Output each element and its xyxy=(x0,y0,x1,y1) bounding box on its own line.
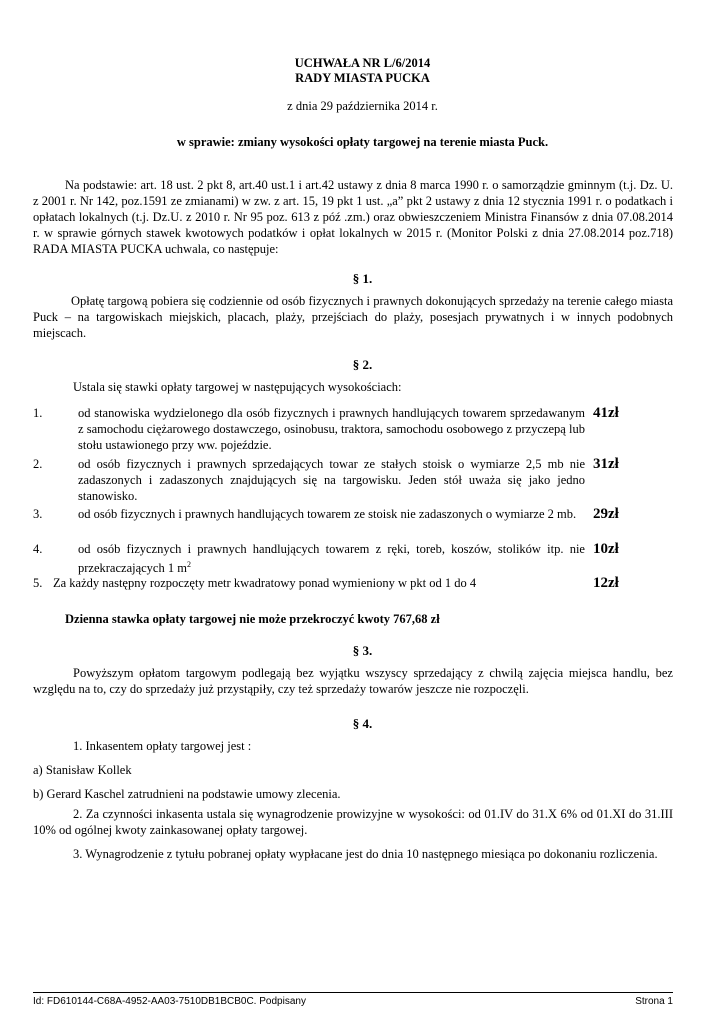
preamble: Na podstawie: art. 18 ust. 2 pkt 8, art.40 ust.1 i art.42 ustawy z dnia 8 marca 1990 r. o samorządzie gminnym (t.j. Dz. U. z 2001 r. Nr 142, poz.1591 ze zmianami) w zw. z art. 15, 19 pkt 1 ust. „a” pkt 2 ustawy z dnia 12 stycznia 1991 r. o podatkach i opłatach lokalnych (t.j. Dz.U. z 2010 r. Nr 95 poz. 613 z póź .zm.) oraz obwieszczeniem Ministra Finansów z dnia 07.08.2014 r. w sprawie górnych stawek kwotowych podatków i opłat lokalnych w 2015 r. (Monitor Polski z dnia 27.08.2014 poz.718) RADA MIASTA PUCKA uchwala, co następuje: xyxy=(33,178,673,256)
document-id: Id: FD610144-C68A-4952-AA03-7510DB1BCB0C. Podpisany xyxy=(33,996,306,1007)
resolution-subject: w sprawie: zmiany wysokości opłaty targowej na terenie miasta Puck. xyxy=(176,135,549,149)
rate-item xyxy=(33,506,673,538)
item-rate: 12zł xyxy=(593,575,619,591)
resolution-title: UCHWAŁA NR L/6/2014 xyxy=(294,56,431,70)
section-1-heading: § 1. xyxy=(352,271,373,286)
rate-item xyxy=(33,456,673,504)
item-rate: 41zł xyxy=(593,405,619,421)
section-2-intro: Ustala się stawki opłaty targowej w następujących wysokościach: xyxy=(73,380,402,394)
item-number: 3. xyxy=(33,507,43,521)
item-rate: 29zł xyxy=(593,506,619,522)
footer-divider xyxy=(33,992,673,993)
page-number: Strona 1 xyxy=(635,996,673,1007)
section-4-point-1: 1. Inkasentem opłaty targowej jest : xyxy=(73,739,252,753)
section-1-text: Opłatę targową pobiera się codziennie od osób fizycznych i prawnych dokonujących sprzedaży na terenie całego miasta Puck – na targowiskach miejskich, placach, plaży, przejściach do plaży, posesjach prywatnych i w innych podobnych miejscach. xyxy=(33,294,673,340)
daily-maximum-rate: Dzienna stawka opłaty targowej nie może przekroczyć kwoty 767,68 zł xyxy=(65,612,440,626)
section-3-text: Powyższym opłatom targowym podlegają bez wyjątku wszyscy sprzedający z chwilą zajęcia miejsca handlu, bez względu na to, czy do sprzedaży już przystąpiły, czy też sprzedaży towarów jeszcze nie rozpoczęli. xyxy=(33,666,673,696)
item-text xyxy=(78,541,585,576)
rate-item xyxy=(33,541,673,576)
rate-item xyxy=(33,405,673,453)
collector-a: a) Stanisław Kollek xyxy=(33,763,132,777)
item-number: 4. xyxy=(33,542,43,556)
item-text: od stanowiska wydzielonego dla osób fizycznych i prawnych handlujących towarem sprzedawanym z samochodu ciężarowego dostawczego, osinobusu, traktora, samochodu osobowego z przyczepą lub stołu ustawionego przy ww. pojeździe. xyxy=(78,406,585,452)
item-text: Za każdy następny rozpoczęty metr kwadratowy ponad wymieniony w pkt od 1 do 4 xyxy=(53,576,477,590)
item-rate: 31zł xyxy=(593,456,619,472)
council-name: RADY MIASTA PUCKA xyxy=(295,71,430,85)
item-text-superscript: 2 xyxy=(186,560,191,569)
section-3-heading: § 3. xyxy=(352,643,373,658)
item-number: 5. xyxy=(33,576,43,590)
item-number: 2. xyxy=(33,457,43,471)
item-text-body: od osób fizycznych i prawnych handlujących towarem z ręki, toreb, koszów, stolików itp. nie przekraczających 1 m xyxy=(78,542,585,576)
section-2-heading: § 2. xyxy=(352,357,373,372)
resolution-date: z dnia 29 października 2014 r. xyxy=(287,99,438,113)
item-number: 1. xyxy=(33,406,43,420)
section-4-heading: § 4. xyxy=(352,716,373,731)
rate-item xyxy=(33,575,673,591)
item-text: od osób fizycznych i prawnych sprzedających towar ze stałych stoisk o wymiarze 2,5 mb nie zadaszonych i zadaszonych znajdujących się na targowisku. Jeden stół uważa się jako jedno stanowisko. xyxy=(78,457,585,503)
section-4-point-3: 3. Wynagrodzenie z tytułu pobranej opłaty wypłacane jest do dnia 10 następnego miesiąca po dokonaniu rozliczenia. xyxy=(73,847,658,861)
section-4-point-2: 2. Za czynności inkasenta ustala się wynagrodzenie prowizyjne w wysokości: od 01.IV do 31.X 6% od 01.XI do 31.III 10% od ogólnej kwoty zainkasowanej opłaty targowej. xyxy=(33,807,673,837)
item-rate: 10zł xyxy=(593,541,619,557)
collector-b: b) Gerard Kaschel zatrudnieni na podstawie umowy zlecenia. xyxy=(33,787,341,801)
item-text: od osób fizycznych i prawnych handlujących towarem ze stoisk nie zadaszonych o wymiarze 2 mb. xyxy=(78,507,577,521)
